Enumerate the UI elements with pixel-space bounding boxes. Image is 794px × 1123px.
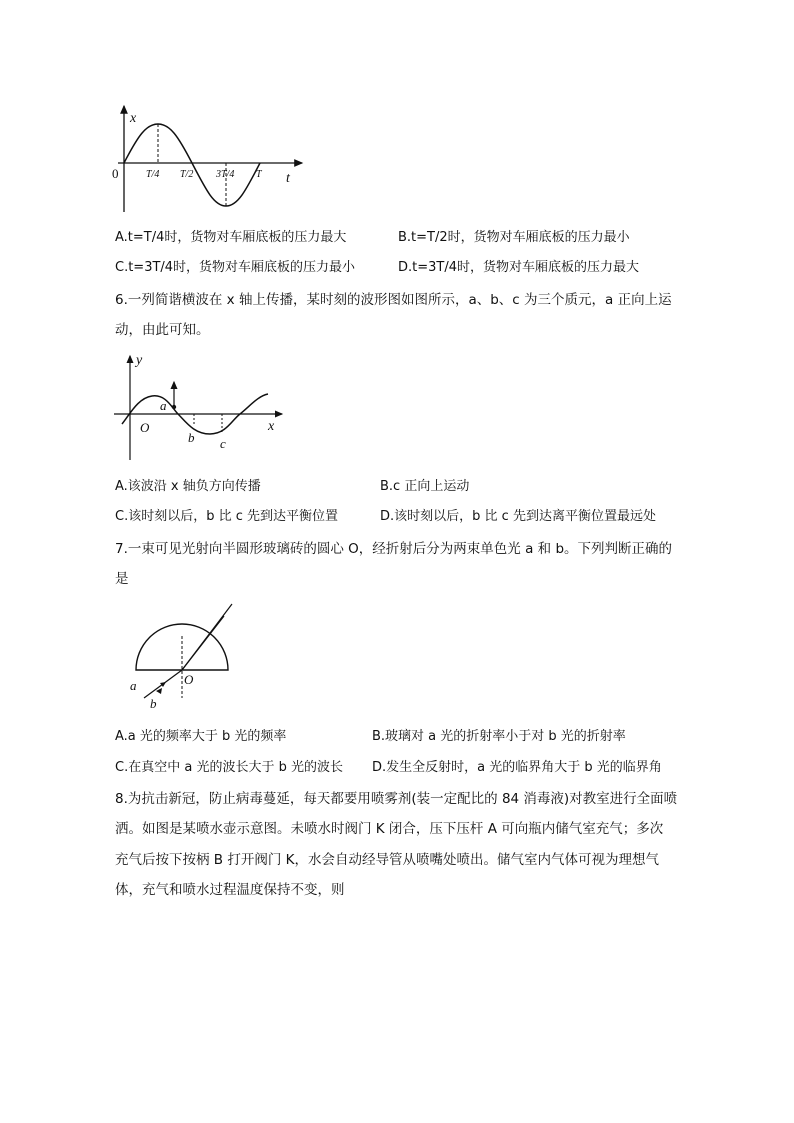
q6-option-c: C.该时刻以后，b 比 c 先到达平衡位置 bbox=[115, 509, 339, 524]
q7-stem-line1: 7.一束可见光射向半圆形玻璃砖的圆心 O，经折射后分为两束单色光 a 和 b。下列判断正确的 bbox=[115, 541, 673, 557]
fig1-axis-y-label: x bbox=[130, 111, 137, 126]
q7-option-d: D.发生全反射时，a 光的临界角大于 b 光的临界角 bbox=[372, 760, 662, 775]
fig1-tick-three-quarter: 3T/4 bbox=[216, 169, 235, 180]
q6-stem-line1: 6.一列简谐横波在 x 轴上传播，某时刻的波形图如图所示，a、b、c 为三个质元，a 正向上运 bbox=[115, 292, 672, 308]
sine-curve bbox=[124, 124, 260, 206]
q6-option-b: B.c 正向上运动 bbox=[380, 479, 470, 494]
wave-axis-y-label: y bbox=[136, 353, 143, 368]
point-b-label: b bbox=[188, 430, 195, 445]
q8-line3: 充气后按下按柄 B 打开阀门 K，水会自动经导管从喷嘴处喷出。储气室内气体可视为理想气 bbox=[115, 852, 659, 868]
fig1-axis-x-label: t bbox=[286, 171, 290, 186]
q7-option-a: A.a 光的频率大于 b 光的频率 bbox=[115, 729, 287, 744]
wave-origin-label: O bbox=[140, 420, 150, 435]
q6-option-a: A.该波沿 x 轴负方向传播 bbox=[115, 479, 261, 494]
point-a-dot bbox=[172, 405, 176, 409]
q7-option-c: C.在真空中 a 光的波长大于 b 光的波长 bbox=[115, 760, 343, 775]
q6-stem-line2: 动，由此可知。 bbox=[115, 322, 210, 338]
q5-option-b: B.t=T/2时，货物对车厢底板的压力最小 bbox=[398, 230, 630, 245]
q7-option-b: B.玻璃对 a 光的折射率小于对 b 光的折射率 bbox=[372, 729, 626, 744]
label-a: a bbox=[130, 678, 137, 693]
label-o: O bbox=[184, 672, 194, 687]
q8-line1: 8.为抗击新冠，防止病毒蔓延，每天都要用喷雾剂(装一定配比的 84 消毒液)对教室进行全面喷 bbox=[115, 791, 678, 807]
q5-option-d: D.t=3T/4时，货物对车厢底板的压力最大 bbox=[398, 260, 639, 275]
q6-option-d: D.该时刻以后，b 比 c 先到达离平衡位置最远处 bbox=[380, 509, 656, 524]
fig1-tick-half: T/2 bbox=[180, 169, 194, 180]
q5-option-c: C.t=3T/4时，货物对车厢底板的压力最小 bbox=[115, 260, 356, 275]
fig1-origin-label: 0 bbox=[112, 166, 119, 181]
figure-semicircle-glass bbox=[126, 600, 236, 710]
fig1-tick-full: T bbox=[256, 169, 262, 180]
wave-axis-x-label: x bbox=[268, 419, 275, 434]
q7-stem-line2: 是 bbox=[115, 571, 129, 587]
point-c-label: c bbox=[220, 436, 226, 451]
figure-xt-sine-graph bbox=[110, 100, 310, 218]
q5-option-a: A.t=T/4时，货物对车厢底板的压力最大 bbox=[115, 230, 347, 245]
point-a-label: a bbox=[160, 398, 167, 413]
q8-line2: 洒。如图是某喷水壶示意图。未喷水时阀门 K 闭合，压下压杆 A 可向瓶内储气室充气；多次 bbox=[115, 821, 664, 837]
fig1-tick-quarter: T/4 bbox=[146, 169, 160, 180]
figure-wave-graph bbox=[112, 350, 287, 462]
label-b: b bbox=[150, 696, 157, 710]
q8-line4: 体，充气和喷水过程温度保持不变，则 bbox=[115, 882, 345, 898]
